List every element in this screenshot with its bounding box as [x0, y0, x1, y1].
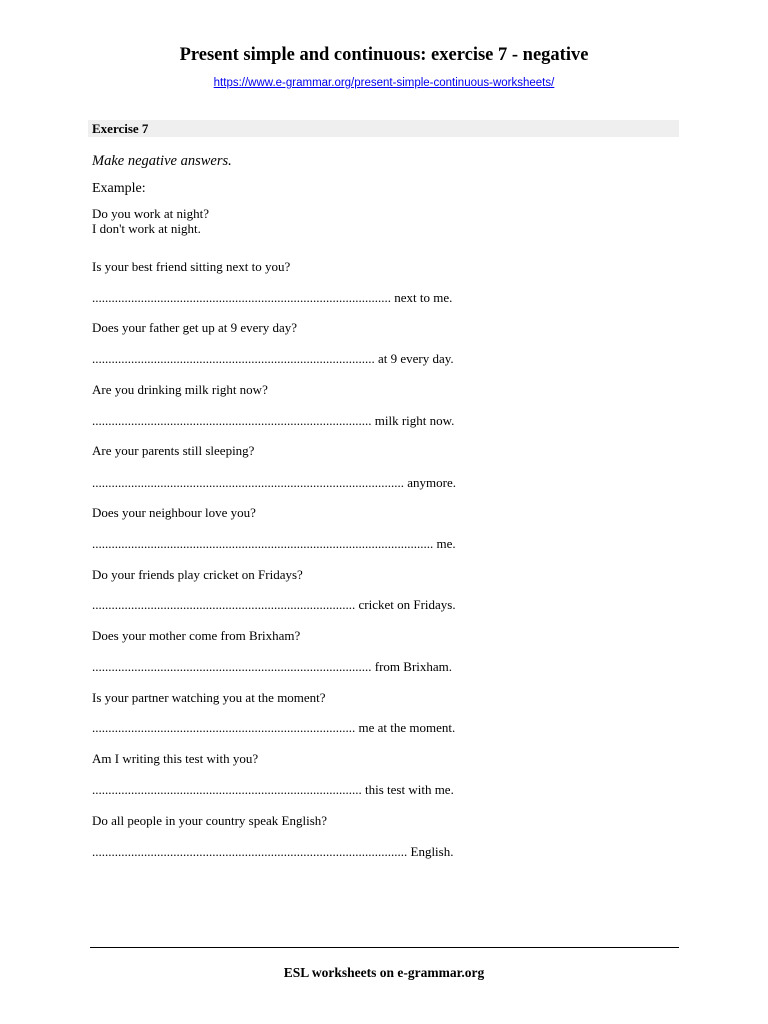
answer-line-4[interactable]: ................................................................................................ anymore. — [92, 475, 456, 490]
exercise-label: Exercise 7 — [92, 121, 149, 136]
question-3: Are you drinking milk right now? — [92, 382, 268, 397]
answer-line-5[interactable]: ......................................................................................................... me. — [92, 536, 456, 551]
footer-text: ESL worksheets on e-grammar.org — [283, 965, 485, 980]
exercise-header-bar — [88, 120, 679, 137]
question-8: Is your partner watching you at the moment? — [92, 690, 326, 705]
example-label: Example: — [92, 181, 146, 196]
answer-line-6[interactable]: ................................................................................. cricket on Fridays. — [92, 597, 456, 612]
answer-line-2[interactable]: ....................................................................................... at 9 every day. — [92, 351, 454, 366]
question-10: Do all people in your country speak English? — [92, 813, 328, 828]
question-2: Does your father get up at 9 every day? — [92, 320, 298, 335]
question-7: Does your mother come from Brixham? — [92, 628, 301, 643]
worksheet-source-link[interactable]: https://www.e-grammar.org/present-simple-continuous-worksheets/ — [213, 77, 555, 89]
question-5: Does your neighbour love you? — [92, 505, 256, 520]
answer-line-10[interactable]: ................................................................................................. English. — [92, 844, 454, 859]
answer-line-9[interactable]: ................................................................................... this test with me. — [92, 782, 454, 797]
answer-line-3[interactable]: ...................................................................................... milk right now. — [92, 413, 455, 428]
question-1: Is your best friend sitting next to you? — [92, 259, 291, 274]
answer-line-1[interactable]: ............................................................................................ next to me. — [92, 290, 453, 305]
example-question: Do you work at night? — [92, 206, 209, 221]
question-9: Am I writing this test with you? — [92, 751, 259, 766]
answer-line-8[interactable]: ................................................................................. me at the moment. — [92, 720, 456, 735]
answer-line-7[interactable]: ...................................................................................... from Brixham. — [92, 659, 453, 674]
page-title: Present simple and continuous: exercise 7 - negative — [179, 45, 589, 65]
question-4: Are your parents still sleeping? — [92, 443, 255, 458]
question-6: Do your friends play cricket on Fridays? — [92, 567, 303, 582]
footer-divider — [90, 947, 679, 948]
example-answer: I don't work at night. — [92, 221, 201, 236]
exercise-instruction: Make negative answers. — [92, 153, 232, 169]
